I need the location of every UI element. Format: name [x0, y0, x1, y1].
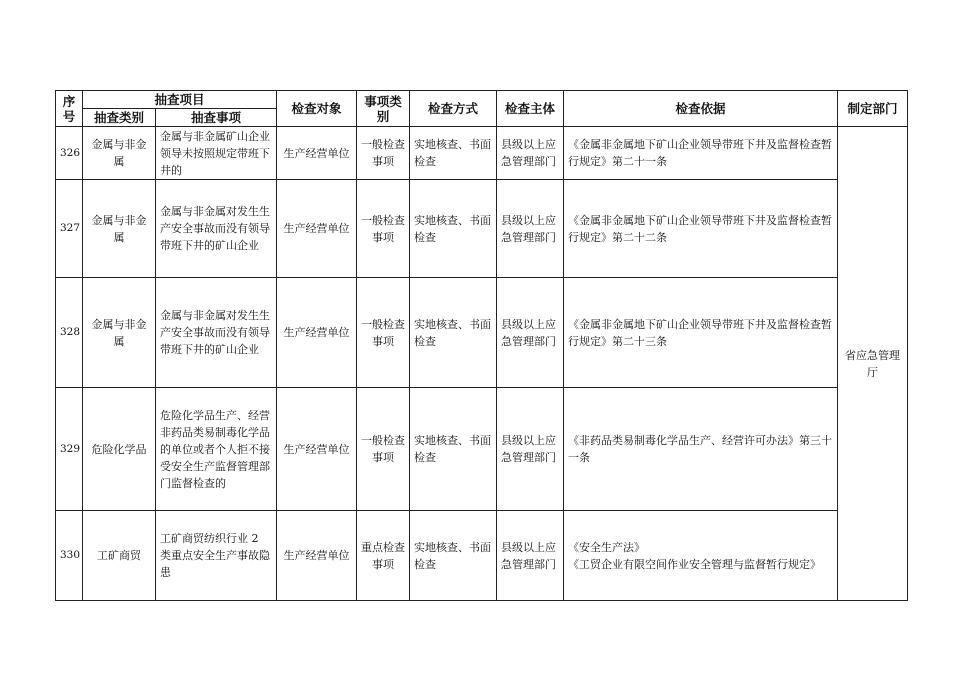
header-dept: 制定部门 [838, 91, 908, 127]
row-method: 实地核查、书面检查 [410, 511, 497, 601]
row-category: 工矿商贸 [83, 511, 156, 601]
row-seq: 328 [56, 278, 83, 388]
row-matter: 金属与非金属对发生生产安全事故而没有领导带班下井的矿山企业 [156, 180, 277, 278]
row-seq: 327 [56, 180, 83, 278]
row-target: 生产经营单位 [277, 180, 357, 278]
table-row [56, 127, 908, 180]
row-matter: 金属与非金属对发生生产安全事故而没有领导带班下井的矿山企业 [156, 278, 277, 388]
row-matter: 危险化学品生产、经营非药品类易制毒化学品的单位或者个人拒不接受安全生产监督管理部门监督检查的 [156, 388, 277, 511]
dept-cell: 省应急管理厅 [838, 127, 908, 601]
row-basis: 《非药品类易制毒化学品生产、经营许可办法》第三十一条 [564, 388, 838, 511]
row-type: 一般检查事项 [357, 180, 410, 278]
header-subject: 检查主体 [497, 91, 564, 127]
row-target: 生产经营单位 [277, 278, 357, 388]
row-basis: 《金属非金属地下矿山企业领导带班下井及监督检查暂行规定》第二十三条 [564, 278, 838, 388]
basis-line: 《安全生产法》 [568, 540, 646, 554]
row-matter: 金属与非金属矿山企业领导未按照规定带班下井的 [156, 127, 277, 180]
row-target: 生产经营单位 [277, 511, 357, 601]
row-type: 一般检查事项 [357, 278, 410, 388]
row-target: 生产经营单位 [277, 388, 357, 511]
basis-line: 《工贸企业有限空间作业安全管理与监督暂行规定》 [568, 557, 822, 571]
row-basis [564, 511, 838, 601]
row-type: 一般检查事项 [357, 127, 410, 180]
header-type: 事项类别 [357, 91, 410, 127]
row-category: 危险化学品 [83, 388, 156, 511]
inspection-table [55, 90, 908, 601]
header-method: 检查方式 [410, 91, 497, 127]
row-basis: 《金属非金属地下矿山企业领导带班下井及监督检查暂行规定》第二十二条 [564, 180, 838, 278]
header-target: 检查对象 [277, 91, 357, 127]
row-seq: 326 [56, 127, 83, 180]
table-row [56, 388, 908, 511]
row-basis: 《金属非金属地下矿山企业领导带班下井及监督检查暂行规定》第二十一条 [564, 127, 838, 180]
row-method: 实地核查、书面检查 [410, 388, 497, 511]
table-row [56, 180, 908, 278]
row-matter: 工矿商贸纺织行业 2 类重点安全生产事故隐患 [156, 511, 277, 601]
header-seq: 序号 [56, 91, 83, 127]
header-matter: 抽查事项 [156, 109, 277, 127]
row-type: 一般检查事项 [357, 388, 410, 511]
row-target: 生产经营单位 [277, 127, 357, 180]
row-subject: 县级以上应急管理部门 [497, 127, 564, 180]
header-project: 抽查项目 [83, 91, 277, 109]
row-subject: 县级以上应急管理部门 [497, 388, 564, 511]
row-method: 实地核查、书面检查 [410, 180, 497, 278]
row-subject: 县级以上应急管理部门 [497, 511, 564, 601]
row-category: 金属与非金属 [83, 180, 156, 278]
row-category: 金属与非金属 [83, 127, 156, 180]
header-basis: 检查依据 [564, 91, 838, 127]
table-row [56, 278, 908, 388]
row-category: 金属与非金属 [83, 278, 156, 388]
row-seq: 329 [56, 388, 83, 511]
row-seq: 330 [56, 511, 83, 601]
table-row [56, 511, 908, 601]
row-subject: 县级以上应急管理部门 [497, 180, 564, 278]
header-category: 抽查类别 [83, 109, 156, 127]
row-subject: 县级以上应急管理部门 [497, 278, 564, 388]
row-method: 实地核查、书面检查 [410, 278, 497, 388]
row-method: 实地核查、书面检查 [410, 127, 497, 180]
row-type: 重点检查事项 [357, 511, 410, 601]
